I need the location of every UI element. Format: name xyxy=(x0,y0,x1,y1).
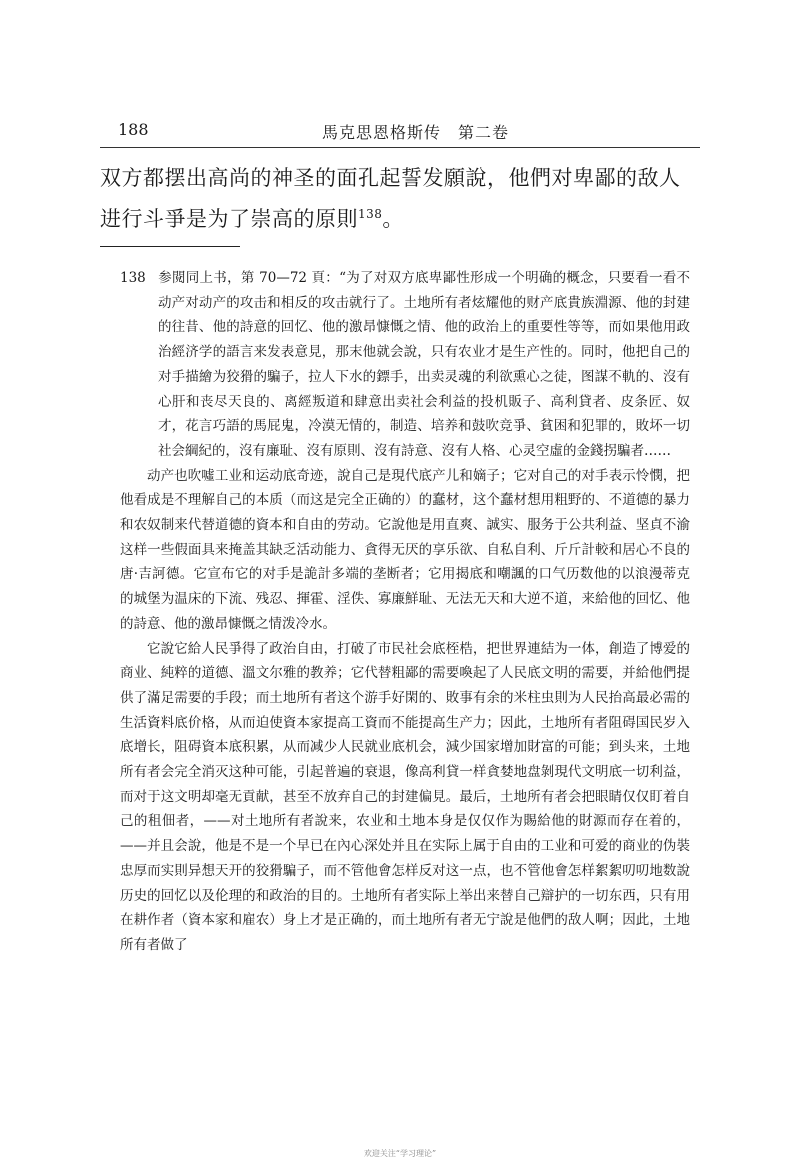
main-text xyxy=(100,160,690,237)
footnote-number: 138 xyxy=(120,270,146,286)
footnote-paragraph: 它說它給人民爭得了政治自由，打破了市民社会底桎梏，把世界連結为一体，創造了博爱的商业、純粹的道德、溫文尔雅的教养；它代替粗鄙的需要喚起了人民底文明的需要，并給他們提供了滿足需要的手段；而土地所有者这个游手好閑的、敗事有余的米柱虫則为人民抬高最必需的生活資料底价格，从而迫使資本家提高工資而不能提高生产力；因此，土地所有者阻碍国民岁入底增长，阻碍資本底积累，从而减少人民就业底机会，減少国家增加財富的可能；到头来，土地所有者会完全消灭这种可能，引起普遍的衰退，像高利貸一样貪婪地盘剝現代文明底一切利益，而对于这文明却毫无貢献，甚至不放弃自己的封建偏見。最后，土地所有者会把眼睛仅仅盯着自己的租佃者，——对土地所有者說来，农业和土地本身是仅仅作为賜給他的財源而存在着的，——并且会說，他是不是一个早已在內心深处并且在实际上属于自由的工业和可爱的商业的伪裝忠厚而实則异想天开的狡猾騙子，而不管他會怎样反对这一点，也不管他會怎样絮絮叨叨地数說历史的回忆以及伦理的和政治的目的。土地所有者实际上举出来替自己辯护的一切东西，只有用在耕作者（資本家和雇农）身上才是正确的，而土地所有者无宁說是他們的敌人啊；因此，土地所有者做了 xyxy=(120,640,690,953)
footnote-paragraph-text: 参閱同上书，第 70—72 頁：“为了对双方底卑鄙性形成一个明确的概念，只要看一看不动产对动产的攻击和相反的攻击就行了。土地所有者炫耀他的财产底貴族淵源、他的封建的往昔、他的詩意的回忆、他的激昂慷慨之情、他的政治上的重要性等等，而如果他用政治經济学的語言来发表意見，那末他就会說，只有农业才是生产性的。同时，他把自己的对手描繪为狡猾的騙子，拉人下水的鏢手，出卖灵魂的利欲熏心之徒，图謀不軌的、沒有心肝和丧尽天良的、离經叛道和肆意出卖社会利益的投机販子、高利貸者、皮条匠、奴才，花言巧語的馬屁鬼，冷漠无情的，制造、培养和鼓吹竞爭、貧困和犯罪的，敗坏一切社会綱紀的，沒有廉耻、沒有原則、沒有詩意、沒有人格、心灵空虛的金錢拐騙者…… xyxy=(158,270,690,459)
footnote-ref: 138 xyxy=(358,207,383,221)
footnote xyxy=(120,266,690,958)
page-header xyxy=(100,120,685,144)
header-rule xyxy=(100,147,700,148)
running-title: 馬克思恩格斯传 第二卷 xyxy=(322,123,510,142)
main-text-body: 双方都摆出高尚的神圣的面孔起誓发願說，他們对卑鄙的敌人进行斗爭是为了崇高的原則 xyxy=(100,166,681,231)
footnote-rule xyxy=(100,246,240,247)
footnote-paragraph xyxy=(120,266,690,464)
main-text-tail: 。 xyxy=(382,207,404,231)
bottom-caption: 欢迎关注“学习理论” xyxy=(363,1149,437,1158)
page-number: 188 xyxy=(118,120,149,139)
footnote-paragraph: 动产也吹噓工业和运动底奇迹，說自己是現代底产儿和嫡子；它对自己的对手表示怜憫，把他看成是不理解自己的本质（而这是完全正确的）的蠢材，这个蠢材想用粗野的、不道德的暴力和农奴制来代替道德的資本和自由的劳动。它說他是用直爽、誠实、服务于公共利益、坚貞不渝这样一些假面具来掩盖其缺乏活动能力、貪得无厌的享乐欲、自私自利、斤斤計較和居心不良的唐·吉訶德。它宣布它的对手是詭計多端的垄断者；它用揭底和嘲諷的口气历数他的以浪漫蒂克的城堡为温床的下流、残忍、揮霍、淫佚、寡廉鮮耻、无法无天和大逆不道，来給他的回忆、他的詩意、他的激昂慷慨之情泼冷水。 xyxy=(120,467,690,632)
